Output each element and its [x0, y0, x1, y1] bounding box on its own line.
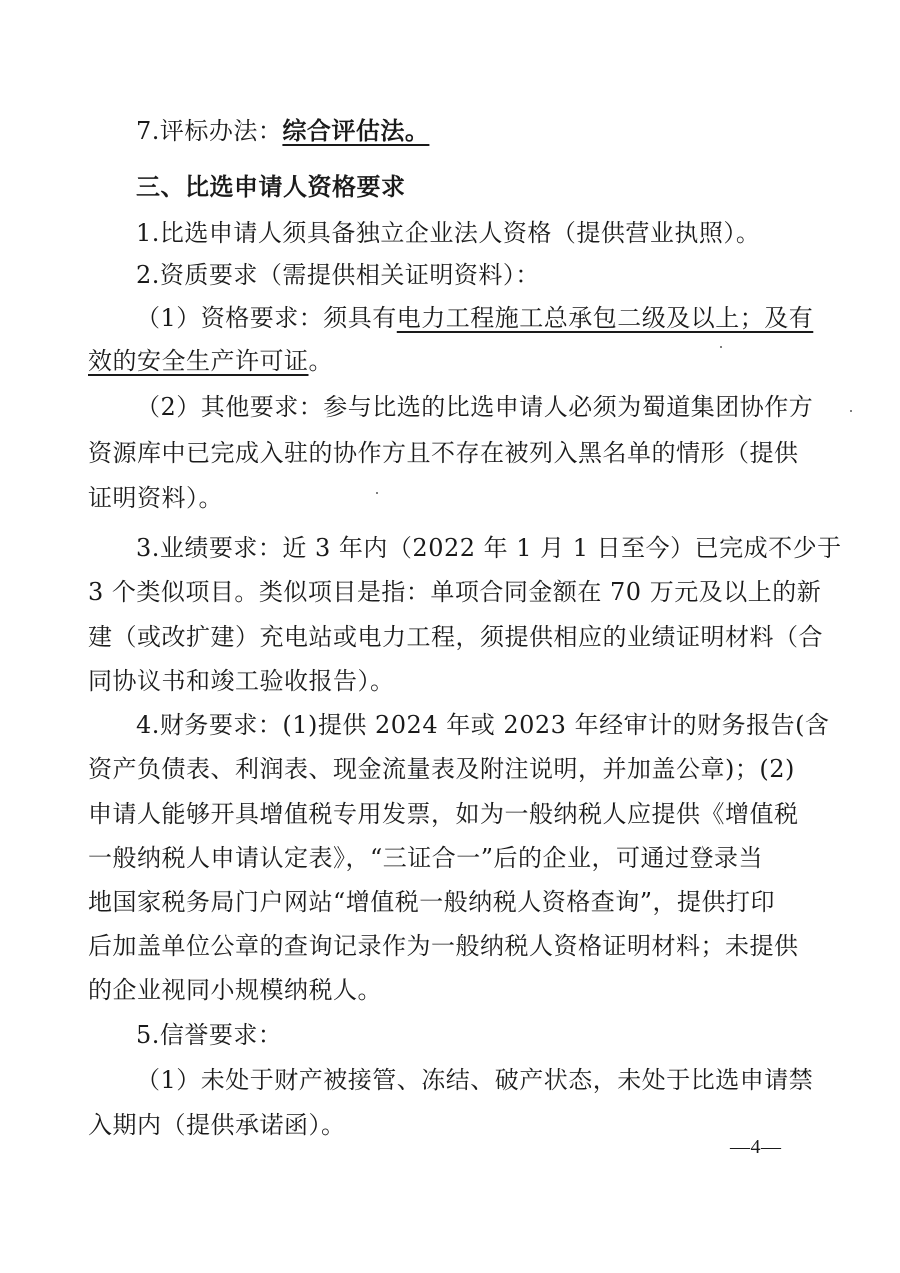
item-7: [136, 114, 429, 148]
requirement-2-2-line2: 资源库中已完成入驻的协作方且不存在被列入黑名单的情形（提供: [88, 439, 799, 467]
requirement-4-line7: 的企业视同小规模纳税人。: [88, 976, 382, 1004]
requirement-4-line5: 地国家税务局门户网站“增值税一般纳税人资格查询”，提供打印: [88, 888, 776, 916]
scan-speck: [376, 492, 378, 494]
requirement-4-line1: 4.财务要求：(1)提供 2024 年或 2023 年经审计的财务报告(含: [136, 711, 830, 739]
requirement-2-1-prefix: （1）资格要求：须具有: [136, 304, 397, 332]
requirement-4-line2: 资产负债表、利润表、现金流量表及附注说明，并加盖公章)；(2): [88, 755, 795, 783]
item-7-prefix: 7.评标办法：: [136, 117, 283, 145]
evaluation-method: 综合评估法。: [282, 117, 430, 145]
requirement-2-1-line1: [136, 301, 813, 335]
requirement-2-title: 2.资质要求（需提供相关证明资料）：: [136, 261, 540, 289]
requirement-2-2-line3: 证明资料）。: [88, 484, 223, 512]
requirement-3-line1: 3.业绩要求：近 3 年内（2022 年 1 月 1 日至今）已完成不少于: [136, 534, 842, 562]
requirement-5-title: 5.信誉要求：: [136, 1021, 283, 1049]
requirement-4-line6: 后加盖单位公章的查询记录作为一般纳税人资格证明材料；未提供: [88, 932, 799, 960]
requirement-2-1-end: 。: [308, 347, 333, 375]
requirement-2-2-line1: （2）其他要求：参与比选的比选申请人必须为蜀道集团协作方: [136, 393, 814, 421]
scan-speck: [720, 346, 722, 348]
requirement-3-line3: 建（或改扩建）充电站或电力工程，须提供相应的业绩证明材料（合: [88, 623, 823, 651]
qualification-underlined-1: 电力工程施工总承包二级及以上；及有: [396, 304, 814, 332]
requirement-1: 1.比选申请人须具备独立企业法人资格（提供营业执照）。: [136, 219, 761, 247]
qualification-underlined-2: 效的安全生产许可证: [88, 347, 309, 375]
requirement-2-1-line2: [88, 344, 333, 378]
requirement-5-1-line1: （1）未处于财产被接管、冻结、破产状态，未处于比选申请禁: [136, 1066, 814, 1094]
requirement-5-1-line2: 入期内（提供承诺函）。: [88, 1111, 346, 1139]
requirement-4-line3: 申请人能够开具增值税专用发票，如为一般纳税人应提供《增值税: [88, 800, 799, 828]
requirement-4-line4: 一般纳税人申请认定表》，“三证合一”后的企业，可通过登录当: [88, 844, 764, 872]
scan-speck: [850, 410, 852, 412]
requirement-3-line2: 3 个类似项目。类似项目是指：单项合同金额在 70 万元及以上的新: [88, 578, 822, 606]
section-heading: 三、比选申请人资格要求: [136, 173, 406, 201]
requirement-3-line4: 同协议书和竣工验收报告）。: [88, 667, 395, 695]
page-number: —4—: [730, 1136, 782, 1158]
